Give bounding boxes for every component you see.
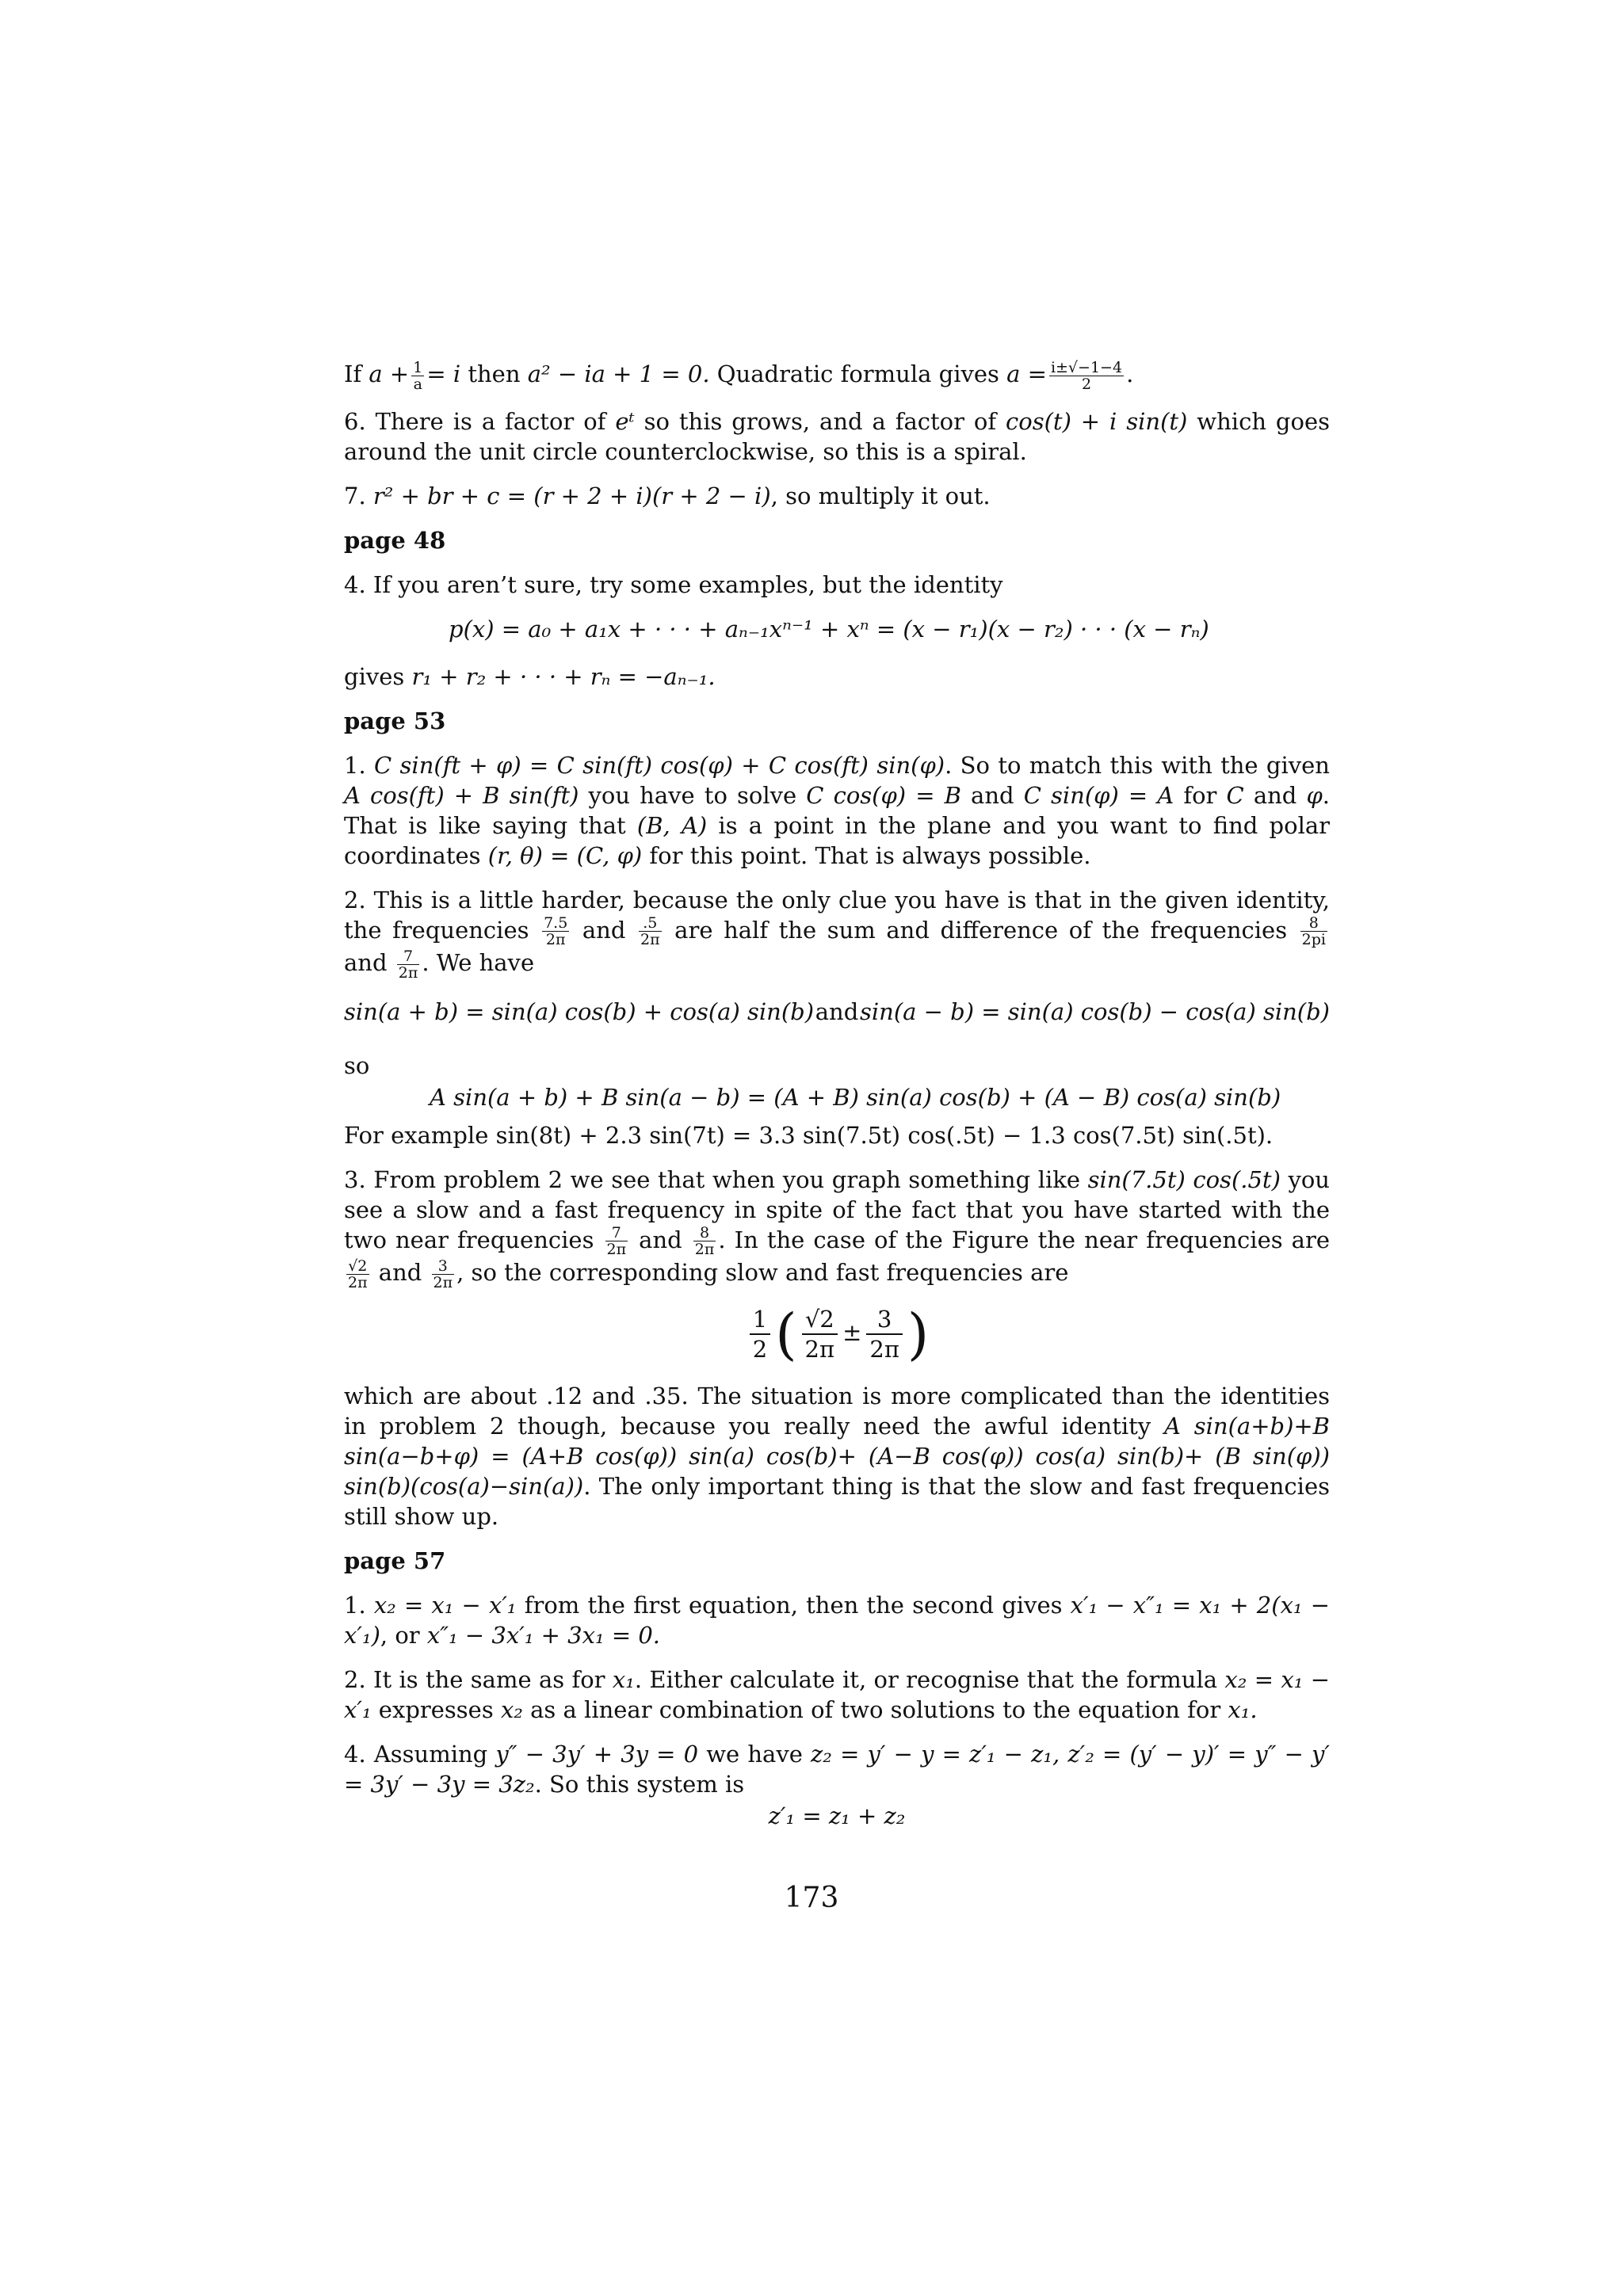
text: you see a slow and a fast frequency in spite of the fact that you have started with the two near frequencies [344, 1165, 1330, 1253]
denominator: 2π [433, 1273, 453, 1291]
left-paren: ( [775, 1301, 797, 1367]
text: then [460, 360, 528, 387]
denominator: 2 [1081, 375, 1092, 393]
math: C [1226, 781, 1244, 809]
text: expresses [371, 1695, 501, 1723]
item-1-p57 [344, 1590, 1330, 1650]
numerator: √2 [802, 1305, 838, 1335]
math: x₂ [500, 1695, 523, 1723]
numerator: 8 [693, 1225, 716, 1241]
math: r₁ + r₂ + · · · + rₙ = −aₙ₋₁. [411, 662, 716, 690]
text: we have [698, 1740, 812, 1768]
plus-minus: ± [842, 1318, 862, 1346]
heading-page-48: page 48 [344, 526, 446, 554]
quadratic-line: If a + $\frac{1}{a}$ = i then a² − ia + 1 = 0. Quadratic formula gives a = $\frac{i\pm√-1-4}{2}$ . [344, 358, 1134, 393]
item-4-p57 [344, 1739, 1330, 1799]
text: you have to solve [579, 781, 807, 809]
text: for this point. That is always possible. [642, 841, 1091, 869]
math: x₁. [1228, 1695, 1258, 1723]
math: A sin(a + b) + B sin(a − b) = (A + B) sin(a) cos(b) + (A − B) cos(a) sin(b) [430, 1083, 1281, 1111]
fraction [639, 915, 662, 948]
combined-identity [344, 1082, 1330, 1112]
fraction [802, 1305, 838, 1363]
math: y″ − 3y′ + 3y = 0 [495, 1740, 699, 1768]
denominator: 2π [869, 1335, 899, 1363]
numerator: 1 [750, 1305, 770, 1335]
item-3-p53 [344, 1165, 1330, 1291]
denominator: 2π [640, 931, 660, 948]
text: Quadratic formula gives [709, 360, 1007, 387]
text: and [630, 1226, 691, 1253]
system-equation [344, 1801, 1330, 1831]
text: which are about .12 and .35. The situation is more complicated than the identities in problem 2 though, because you really need the awful identity [344, 1382, 1330, 1440]
text: and [1243, 781, 1307, 809]
difference-identity: sin(a − b) = sin(a) cos(b) − cos(a) sin(b) [859, 997, 1330, 1025]
item-2-p57 [344, 1665, 1330, 1725]
heading-page-53: page 53 [344, 707, 446, 734]
text: so this grows, and a factor of [634, 407, 1006, 435]
text: If [344, 360, 369, 387]
text: 6. There is a factor of [344, 407, 616, 435]
math: x″₁ − 3x′₁ + 3x₁ = 0. [426, 1621, 661, 1649]
text: . The only important thing is that the slow and fast frequencies still show up. [344, 1472, 1330, 1530]
fraction [693, 1225, 716, 1257]
text: . In the case of the Figure the near frequencies are [718, 1226, 1330, 1253]
page-number: 173 [784, 1882, 839, 1914]
math: z₂ = y′ − y = z′₁ − z₁, z′₂ = (y′ − y)′ = y″ − y′ = 3y′ − 3y = 3z₂ [344, 1740, 1330, 1798]
fraction-1-over-a [411, 360, 424, 392]
math: a = [1006, 360, 1047, 387]
math: C cos(φ) = B [806, 781, 961, 809]
numerator: i±√−1−4 [1050, 358, 1123, 376]
numerator: 8 [1300, 915, 1327, 932]
numerator: .5 [639, 915, 662, 932]
fraction [1300, 915, 1327, 948]
denominator: 2π [545, 931, 566, 948]
math: x₁ [612, 1665, 635, 1693]
item-1-p53 [344, 750, 1330, 871]
math: (B, A) [636, 811, 708, 839]
text: are half the sum and difference of the frequencies [663, 916, 1298, 944]
numerator: 1 [413, 358, 423, 376]
item-4-result [344, 662, 1330, 692]
text: from the first equation, then the second gives [516, 1591, 1071, 1619]
page-body [344, 359, 1330, 1848]
math: eᵗ [615, 407, 635, 435]
math: sin(7.5t) cos(.5t) [1087, 1165, 1281, 1193]
math: x₂ = x₁ − x′₁ [373, 1591, 517, 1619]
text: 4. Assuming [344, 1740, 496, 1768]
fraction-half [750, 1305, 770, 1363]
fraction [866, 1305, 903, 1363]
item-3-continued [344, 1381, 1330, 1531]
text: 2. It is the same as for [344, 1665, 613, 1693]
fraction [397, 948, 420, 981]
text: . That is like saying that [344, 781, 1330, 839]
text: and [815, 997, 859, 1025]
text: . Either calculate it, or recognise that the formula [634, 1665, 1225, 1693]
text: , so multiply it out. [770, 482, 991, 509]
text: 7. [344, 482, 373, 509]
math: (r, θ) = (C, φ) [487, 841, 643, 869]
text: . We have [422, 949, 535, 976]
text: . So to match this with the given [945, 751, 1330, 779]
text: gives [344, 662, 412, 690]
math: A sin(a+b)+B sin(a−b+φ) = (A+B cos(φ)) sin(a) cos(b)+ (A−B cos(φ)) cos(a) sin(b)+ (B sin(φ)) sin(b)(cos(a)−sin(a)) [344, 1412, 1330, 1500]
text: for [1174, 781, 1227, 809]
text: and [371, 1259, 430, 1286]
text: and [960, 781, 1024, 809]
item-7 [344, 481, 1330, 511]
sum-identity: sin(a + b) = sin(a) cos(b) + cos(a) sin(b) [344, 997, 815, 1025]
denominator: 2π [348, 1273, 368, 1291]
text: . So this system is [534, 1770, 745, 1798]
fraction [432, 1258, 455, 1291]
math: x₂ = x₁ − x′₁ [344, 1665, 1330, 1723]
math: a + [369, 360, 410, 387]
trig-identities [344, 997, 1330, 1027]
denominator: a [413, 375, 422, 393]
frequency-formula [344, 1301, 1330, 1367]
math: x′₁ − x″₁ = x₁ + 2(x₁ − x′₁) [344, 1591, 1331, 1649]
text: as a linear combination of two solutions to the equation for [522, 1695, 1228, 1723]
fraction [542, 915, 569, 948]
right-paren: ) [907, 1301, 930, 1367]
numerator: √2 [346, 1258, 369, 1275]
denominator: 2 [752, 1335, 768, 1363]
text: , so the corresponding slow and fast frequencies are [456, 1259, 1069, 1286]
polynomial-identity [344, 614, 1330, 644]
denominator: 2pi [1301, 931, 1326, 948]
math: C sin(ft + φ) = C sin(ft) cos(φ) + C cos(ft) sin(φ) [374, 751, 945, 779]
text: 3. From problem 2 we see that when you graph something like [344, 1165, 1088, 1193]
numerator: 7.5 [544, 914, 568, 932]
text: and [344, 949, 395, 976]
math: = i [426, 360, 461, 387]
text: which goes around the unit circle counterclockwise, so this is a spiral. [344, 407, 1330, 465]
text: , or [380, 1621, 427, 1649]
math: A cos(ft) + B sin(ft) [344, 781, 579, 809]
denominator: 2π [398, 963, 418, 982]
fraction [605, 1225, 628, 1257]
numerator: 7 [605, 1225, 628, 1241]
text: 2. This is a little harder, because the only clue you have is that in the given identity, the frequencies [344, 886, 1330, 944]
example-line: For example sin(8t) + 2.3 sin(7t) = 3.3 sin(7.5t) cos(.5t) − 1.3 cos(7.5t) sin(.5t). [344, 1121, 1274, 1149]
item-2-p53 [344, 885, 1330, 981]
so-word: so [344, 1051, 370, 1079]
math: φ [1306, 781, 1323, 809]
denominator: 2π [606, 1241, 627, 1258]
text: and [571, 916, 637, 944]
text: 1. [344, 1591, 374, 1619]
item-4-intro: 4. If you aren’t sure, try some examples, but the identity [344, 570, 1003, 598]
denominator: 2π [694, 1241, 715, 1258]
math: r² + br + c = (r + 2 + i)(r + 2 − i) [372, 482, 771, 509]
quadratic-fraction [1049, 360, 1124, 392]
math: cos(t) + i sin(t) [1006, 407, 1188, 435]
numerator: 7 [397, 948, 420, 965]
text: is a point in the plane and you want to find polar coordinates [344, 811, 1330, 869]
heading-page-57: page 57 [344, 1547, 446, 1574]
math: p(x) = a₀ + a₁x + · · · + aₙ₋₁xⁿ⁻¹ + xⁿ = (x − r₁)(x − r₂) · · · (x − rₙ) [449, 615, 1209, 643]
fraction [346, 1258, 369, 1291]
math: a² − ia + 1 = 0. [527, 360, 710, 387]
math: C sin(φ) = A [1023, 781, 1174, 809]
text: 1. [344, 751, 375, 779]
numerator: 3 [432, 1258, 455, 1275]
item-6 [344, 406, 1330, 467]
math: z′₁ = z₁ + z₂ [768, 1802, 906, 1829]
denominator: 2π [804, 1335, 835, 1363]
numerator: 3 [866, 1305, 903, 1335]
